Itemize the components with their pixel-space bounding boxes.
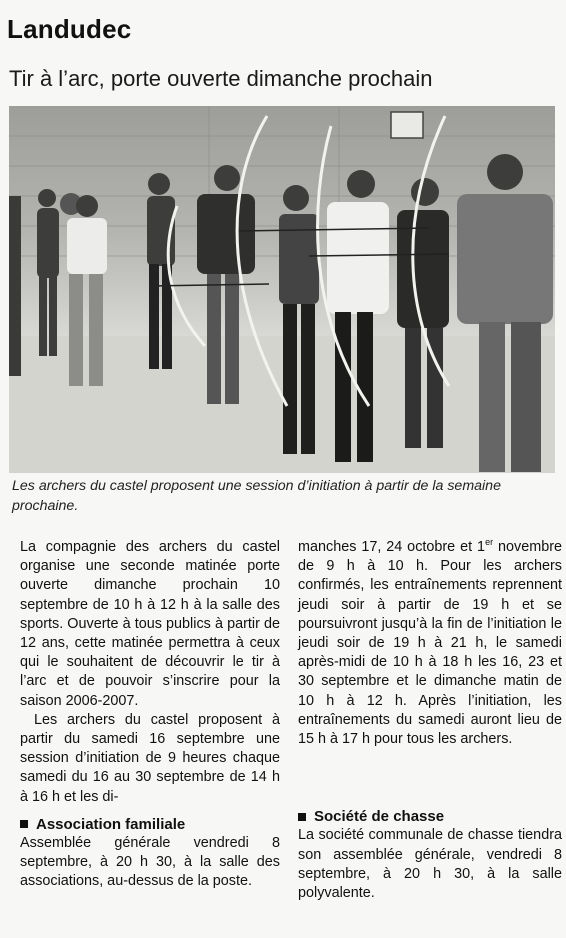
- superscript: er: [485, 537, 494, 548]
- photo-caption: Les archers du castel proposent une session d’initiation à partir de la semaine prochaine.: [12, 478, 501, 514]
- article-paragraph: La compagnie des archers du castel organise une seconde matinée porte ouverte dimanche prochain 10 septembre de 10 h à 12 h à la salle des sports. Ouverte à tous publics à partir de 12 ans, cette matinée permettra à ceux qui le souhaitent de découvrir le tir à l’arc et de pouvoir s’inscrire pour la saison 2006-2007.: [20, 539, 280, 709]
- article-column-left: [20, 538, 280, 892]
- section-heading-family: [20, 815, 280, 834]
- section-heading-hunting: [298, 807, 562, 826]
- section-body: La société communale de chasse tiendra son assemblée générale, vendredi 8 septembre, à 20 h 30, à la salle polyvalente.: [298, 827, 562, 902]
- square-bullet-icon: [298, 813, 306, 821]
- text-run: novembre de 9 h à 10 h. Pour les archers confirmés, les entraînements reprennent jeudi soir à partir de 19 h et se poursuivront jusqu’à la fin de l’initiation le jeudi soir de 19 h à 21 h, le samedi après-midi de 10 h à 18 h les 16, 23 et 30 septembre et le dimanche matin de 10 h à 12 h. Après l’initiation, les entraînements du samedi auront lieu de 15 h à 17 h pour tous les archers.: [298, 539, 562, 748]
- article-headline: Tir à l’arc, porte ouverte dimanche prochain: [9, 66, 433, 91]
- article-paragraph: Les archers du castel proposent à partir du samedi 16 septembre une session d’initiation de 9 heures chaque samedi du 16 au 30 septembre de 14 h à 16 h et les di-: [20, 711, 280, 805]
- town-heading: Landudec: [7, 14, 132, 44]
- square-bullet-icon: [20, 820, 28, 828]
- section-title: Société de chasse: [314, 808, 445, 826]
- archers-photo-illustration: [9, 106, 555, 473]
- section-body: Assemblée générale vendredi 8 septembre, à 20 h 30, à la salle des associations, au-dessus de la poste.: [20, 835, 280, 890]
- archery-photo: [9, 106, 555, 473]
- article-paragraph-continued: [298, 538, 562, 749]
- section-title: Association familiale: [36, 815, 186, 833]
- article-column-right: [298, 538, 562, 903]
- text-run: manches 17, 24 octobre et 1: [298, 539, 486, 555]
